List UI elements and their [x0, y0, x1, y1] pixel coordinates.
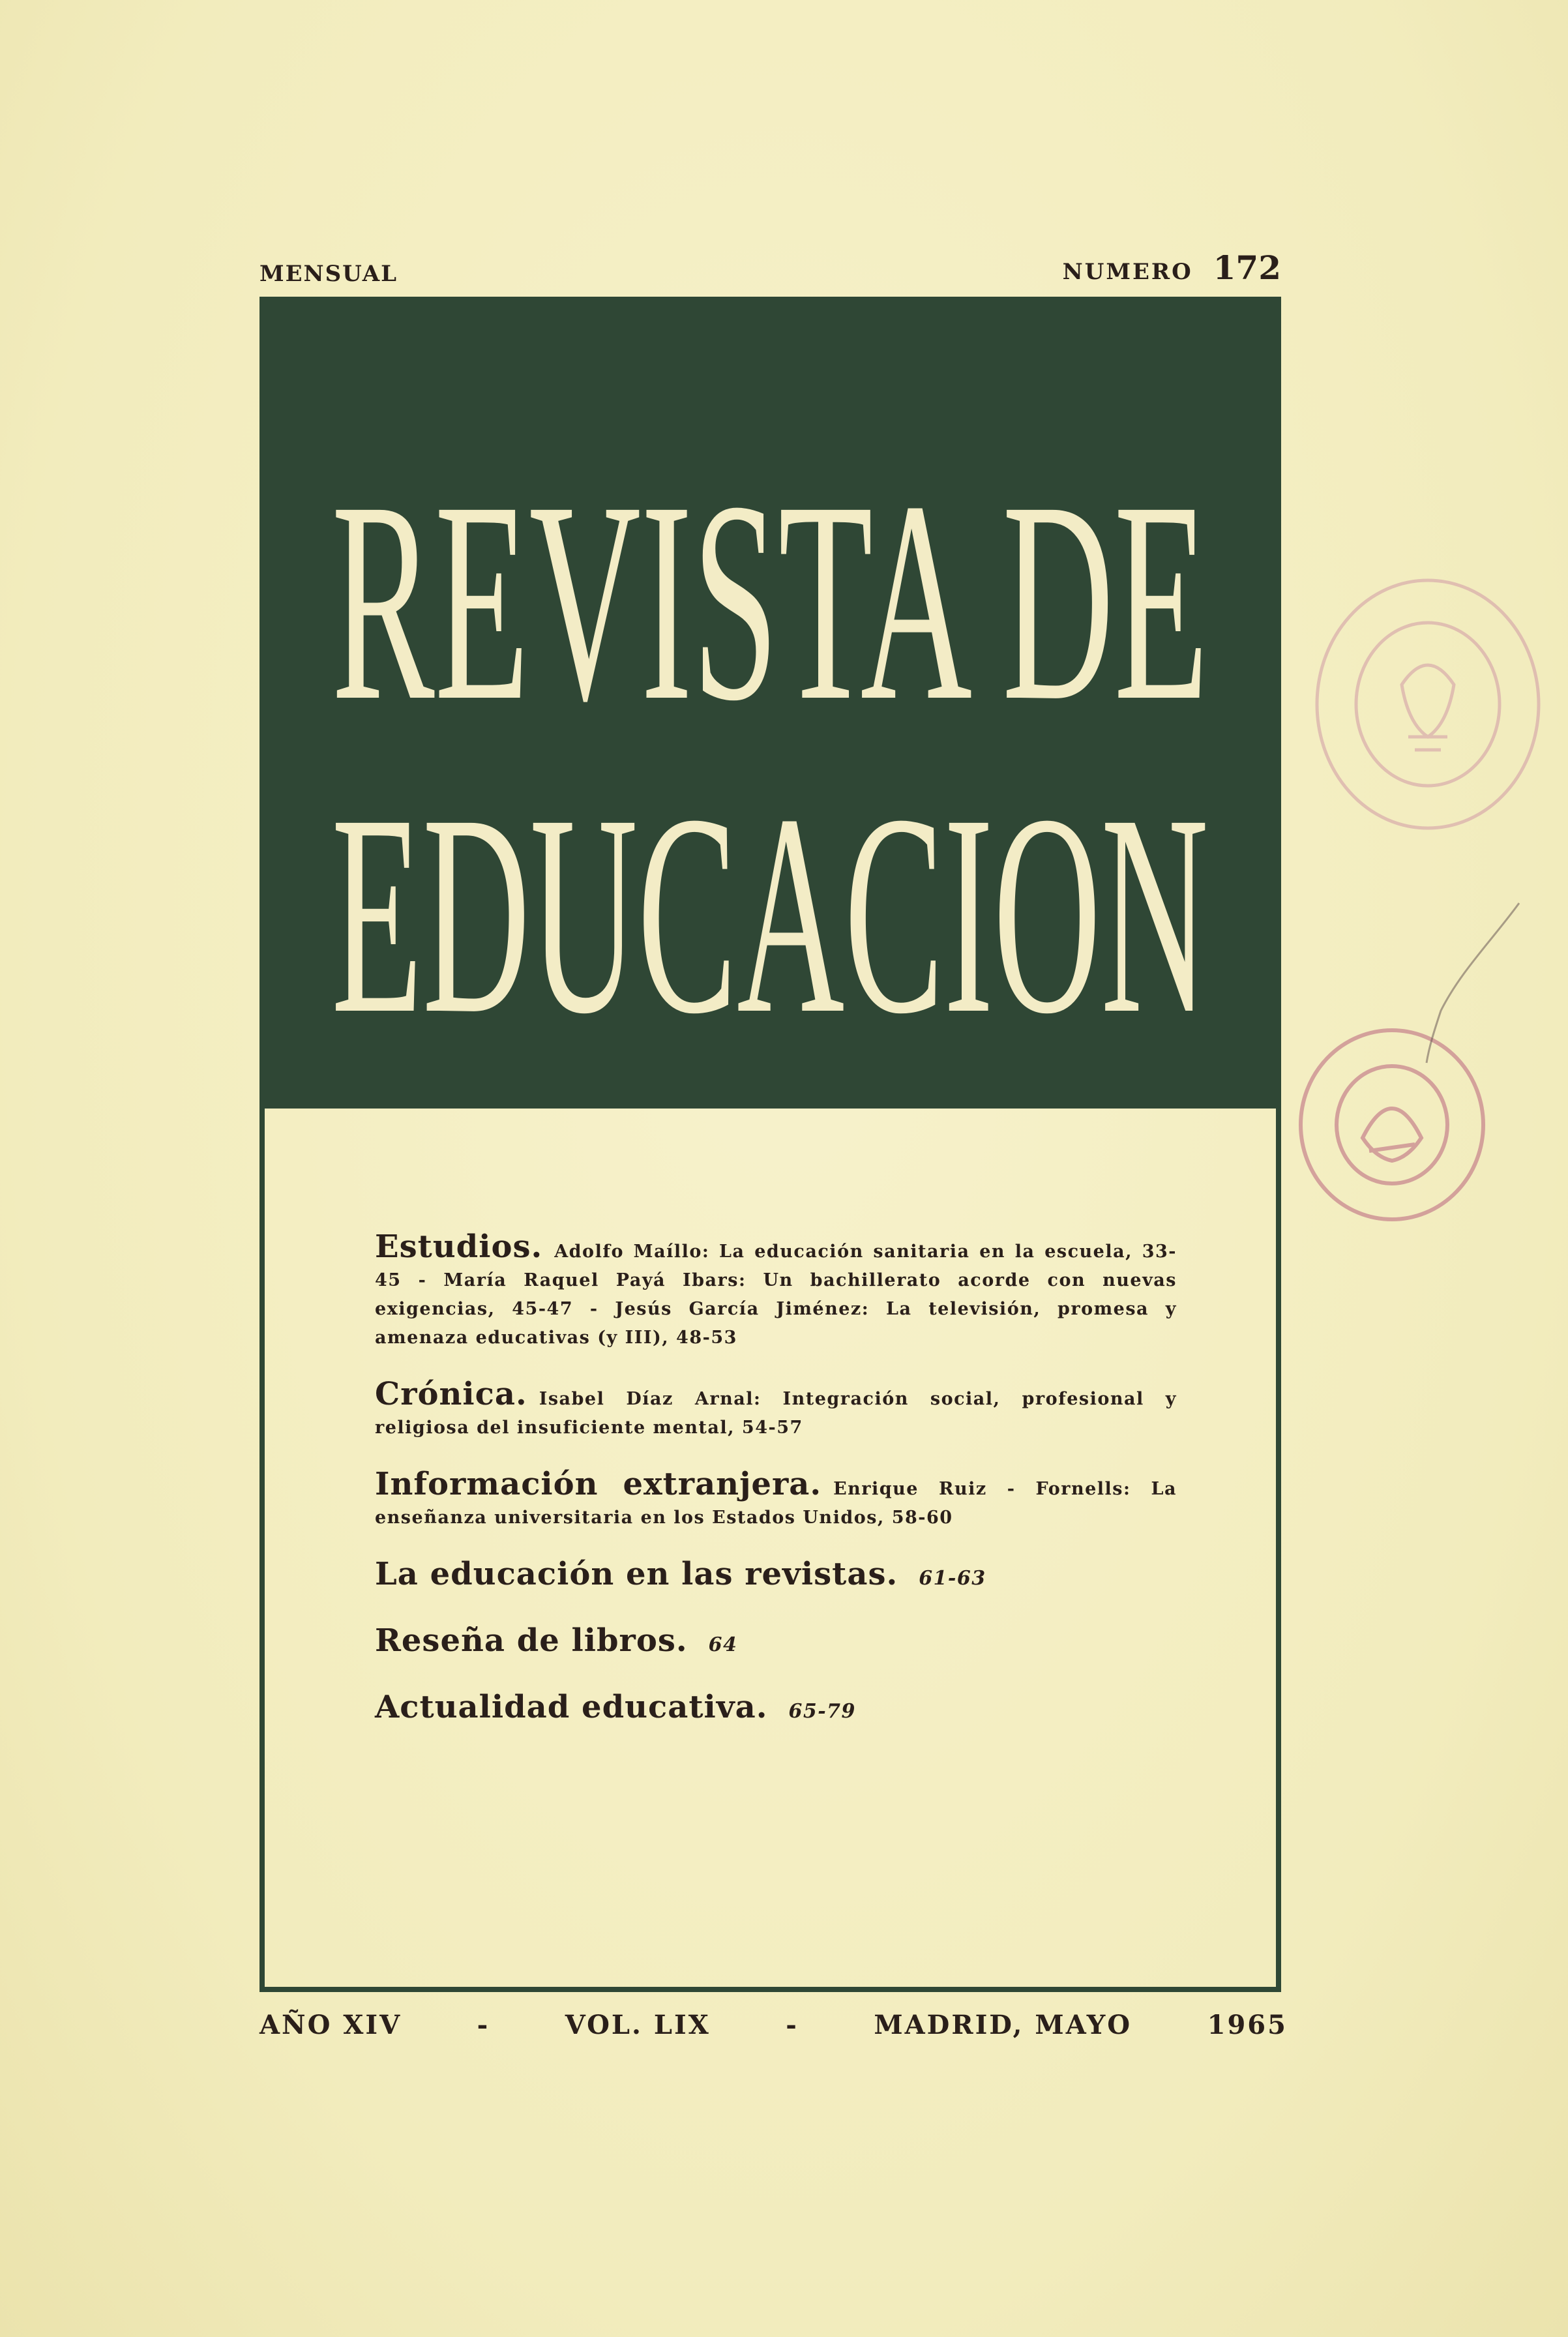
- pen-mark-icon: [1421, 900, 1526, 1069]
- toc-pages: 65-79: [788, 1700, 856, 1723]
- title-line-2: EDUCACION: [331, 756, 1209, 1073]
- toc-entry-revistas: [375, 1556, 1177, 1594]
- toc-pages: 61-63: [919, 1567, 986, 1590]
- place-date: MADRID, MAYO: [874, 2009, 1132, 2040]
- toc-heading: La educación en las revistas.: [375, 1556, 898, 1592]
- issue-label: NUMERO: [1062, 259, 1193, 285]
- toc-heading: Reseña de libros.: [375, 1622, 688, 1659]
- toc-entry-estudios: [375, 1228, 1177, 1352]
- issue-number: [1063, 248, 1281, 287]
- issue-number-value: 172: [1213, 248, 1281, 287]
- footer-separator: -: [786, 2009, 799, 2040]
- journal-title: [259, 297, 1281, 1109]
- frequency-label: MENSUAL: [259, 261, 398, 287]
- year-number: 1965: [1207, 2009, 1288, 2040]
- library-stamp-icon: [1297, 541, 1545, 867]
- toc-heading: Estudios.: [375, 1228, 543, 1265]
- imprint-footer: [259, 2002, 1288, 2047]
- toc-heading: Información extranjera.: [375, 1466, 822, 1502]
- footer-separator: -: [477, 2009, 490, 2040]
- toc-entry-informacion-extranjera: [375, 1466, 1177, 1532]
- year-of-publication: AÑO XIV: [259, 2009, 402, 2040]
- toc-text: Adolfo Maíllo: La educación sanitaria en la escuela, 33-45 - María Raquel Payá Ibars: Un bachillerato acorde con nuevas exigencias, 45-47 - Jesús García Jiménez: La televisión, promesa y amenaza educativas (y III), 48-53: [375, 1242, 1177, 1348]
- toc-entry-actualidad: [375, 1689, 1177, 1727]
- title-line-1: REVISTA DE: [331, 443, 1209, 760]
- toc-entry-cronica: [375, 1376, 1177, 1442]
- toc-entry-resena-libros: [375, 1622, 1177, 1660]
- volume-label: VOL. LIX: [565, 2009, 711, 2040]
- toc-pages: 64: [708, 1633, 738, 1656]
- table-of-contents: [375, 1228, 1177, 1759]
- toc-heading: Actualidad educativa.: [375, 1689, 768, 1725]
- toc-heading: Crónica.: [375, 1376, 527, 1412]
- masthead: [259, 241, 1281, 287]
- toc-text: Enrique Ruiz - Fornells: La enseñanza universitaria en los Estados Unidos, 58-60: [375, 1479, 1177, 1528]
- toc-text: Isabel Díaz Arnal: Integración social, profesional y religiosa del insuficiente mental, 54-57: [375, 1389, 1177, 1438]
